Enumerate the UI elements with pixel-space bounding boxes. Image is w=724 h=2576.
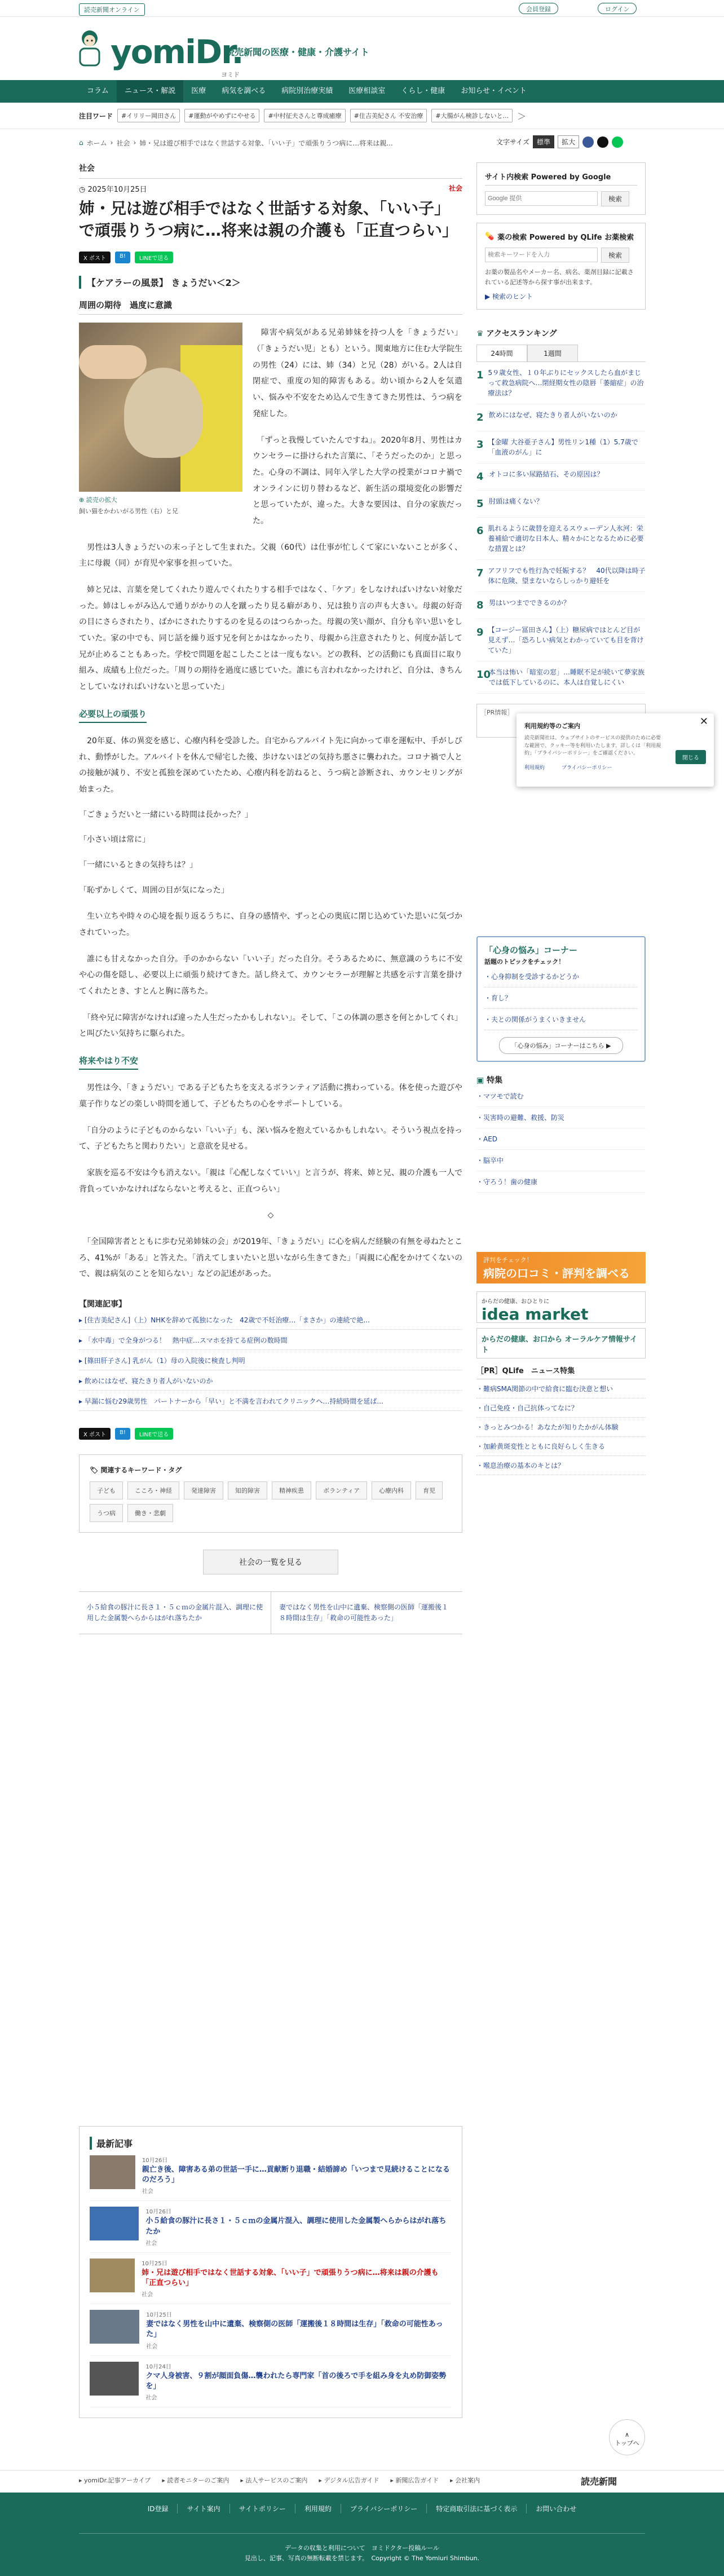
article-thumbnail [90,2259,135,2292]
prev-article-link[interactable]: 小５給食の豚汁に長さ１・５ｃｍの金属片混入、調理に使用した金属製へらからはがれ落ちたか [87,1603,263,1622]
feature-item[interactable]: ・災害時の避難、救援、防災 [476,1107,646,1128]
footer-nav-item[interactable]: サイト案内 [178,2504,229,2513]
ranking-item[interactable] [476,404,646,431]
latest-date: 10月25日 [146,2312,172,2319]
dialogue-line: 「小さい頃は常に」 [79,835,150,845]
zoom-icon: ⊕ [79,496,86,504]
related-link[interactable] [79,1350,462,1370]
latest-date: 10月26日 [145,2209,171,2216]
photo-caption: 飼い猫をかわいがる男性（右）と兄 [79,508,178,515]
back-to-top-label: トップへ [615,2440,639,2447]
tag-chip[interactable]: 発達障害 [184,1481,223,1499]
latest-category: 社会 [145,2394,157,2401]
chevron-right-icon[interactable]: ＞ [517,111,527,122]
feature-title-label: 特集 [487,1076,503,1085]
doctor-mascot-icon [74,29,105,67]
rank-number: 4 [476,471,484,483]
latest-title-text: 妻ではなく男性を山中に遺棄、検察側の医師「運搬後１８時間は生存」「救命の可能性あった」 [146,2320,443,2339]
article-thumbnail [90,2207,139,2240]
section-label: 社会 [79,162,462,179]
ranking-item[interactable] [476,592,646,619]
article-paragraph: 男性は3人きょうだいの末っ子として生まれた。父親（60代）は仕事が忙しくて家にいないことが多く、主に母親（同）が育児や家事を担っていた。 [79,542,462,568]
dialogue-line: 「ごきょうだいと一緒にいる時間は長かった？」 [79,810,253,819]
related-link[interactable] [79,1309,462,1330]
rank-number: 9 [476,627,484,639]
arrow-icon: ▸ [79,1377,85,1385]
oral-care-banner[interactable]: からだの健康、お口から オーラルケア情報サイト [476,1328,646,1358]
hot-tag[interactable]: #大腸がん検診しないと... [431,109,513,122]
mind-body-corner [476,936,646,1062]
footer-nav-item[interactable]: プライバシーポリシー [341,2504,427,2513]
next-article-link[interactable]: 妻ではなく男性を山中に遺棄、検察側の医師「運搬後１８時間は生存」「救命の可能性あった」 [271,1592,462,1634]
banner-line: からだの健康、おひとりに [482,1299,549,1305]
dialogue-line: 「恥ずかしくて、周囲の目が気になった」 [79,885,229,895]
breadcrumb-separator: › [110,139,113,147]
article-paragraph: 「終や兄に障害がなければ違った人生だったかもしれない」。そして、「この体調の悪さを何とかしてくれ」と叫びたい気持ちに駆られた。 [79,1013,462,1039]
qlife-news [476,1365,646,1475]
feature-item[interactable]: ・守ろう！歯の健康 [476,1171,646,1193]
corner-link-button[interactable]: 「心身の悩み」コーナーはこちら ▶ [499,1037,623,1054]
tag-chip[interactable]: 育児 [416,1481,443,1499]
share-x-button[interactable]: X ポスト [79,1428,111,1440]
line-icon[interactable] [612,136,623,148]
back-to-top-button[interactable] [609,2419,645,2455]
latest-category: 社会 [145,2240,157,2247]
latest-articles [79,2126,462,2418]
article-date: 2025年10月25日 [87,186,147,194]
tag-chip[interactable]: こころ・神経 [127,1481,179,1499]
font-size-control [496,135,623,148]
tag-chip[interactable]: 子ども [90,1481,123,1499]
rank-number: 10 [476,669,491,681]
logo-subtitle: ヨミド [221,71,240,78]
related-link-label: [住吉美紀さん]（上）NHKを辞めて孤独になった 42歳で不妊治療…「まさか」の連続で絶... [84,1316,370,1324]
ranking-item-label: オトコに多い尿路結石、その原因は？ [489,470,604,479]
ranking-item[interactable] [476,518,646,560]
hot-tag[interactable]: #住吉美紀さん 不安治療 [350,109,427,122]
footer-link[interactable]: ▸ 法人サービスのご案内 [240,2476,308,2484]
latest-title-text: 親亡き後、障害ある弟の世話一手に…貢献断り退職・結婚諦め「いつまで見続けることになるのだろう」 [142,2165,450,2185]
rank-number: 3 [476,439,484,451]
corner-subtitle: 話題のトピックをチェック！ [484,958,565,965]
logo-text: yomiDr. [111,33,243,71]
close-icon[interactable]: ✕ [699,716,708,727]
home-icon: ⌂ [79,139,83,147]
cookie-close-button[interactable]: 閉じる [676,750,706,764]
pr-box[interactable]: ［PR情報］ [476,704,646,738]
latest-item[interactable] [90,2201,452,2252]
related-link-label: 「水中毒」で全身がつる！ 熱中症…スマホを持てる症例の数時間 [84,1336,288,1344]
access-ranking [476,328,646,694]
latest-category: 社会 [142,2189,153,2195]
arrow-icon: ▸ [79,1316,85,1324]
banner-headline: idea market [482,1305,589,1324]
feature-list [476,1074,646,1193]
nav-item-news[interactable]: ニュース・解説 [117,80,183,103]
footer-link[interactable]: ▸ デジタル広告ガイド [319,2476,379,2484]
idea-market-banner[interactable] [476,1291,646,1323]
latest-date: 10月25日 [142,2260,167,2267]
footer-nav [0,2504,724,2513]
rank-number: 5 [476,498,484,510]
yomiuri-online-link[interactable]: 読売新聞オンライン [79,3,145,16]
footer-note [0,2543,724,2563]
hot-words-label: 注目ワード [79,112,113,120]
footer-nav-item[interactable]: お問い合わせ [536,2505,577,2513]
breadcrumb-separator: › [133,139,136,147]
article-thumbnail [90,2362,139,2396]
related-link[interactable] [79,1330,462,1350]
chevron-up-icon: ∧ [624,2431,630,2438]
font-size-standard-button[interactable]: 標準 [533,135,554,148]
clock-icon-date: ◷ 2025年10月25日 [79,186,147,194]
ranking-item[interactable] [476,464,646,491]
ranking-item[interactable] [476,491,646,518]
tag-chip[interactable]: 知的障害 [228,1481,267,1499]
feature-icon: ▣ [476,1076,487,1085]
related-articles [79,1298,462,1411]
latest-item[interactable] [90,2356,452,2407]
share-x-button[interactable]: X ポスト [79,252,111,263]
ranking-item-label: 肌れるように歳替を迎えるスウェーデン人氷河：栄養補給で適切な日本人、精々かにとなるために必要な措置とは？ [488,524,644,553]
share-hatena-button[interactable]: B! [115,252,130,263]
tag-icon: 🏷 [90,1466,101,1474]
share-line-button[interactable]: LINEで送る [135,1428,173,1440]
footer-nav-item[interactable]: ID登録 [139,2504,178,2513]
footer-nav-item[interactable]: 特定商取引法に基づく表示 [427,2504,527,2513]
ranking-item[interactable] [476,431,646,464]
latest-date: 10月26日 [142,2158,168,2164]
category-badge[interactable]: 社会 [448,184,462,192]
share-buttons-bottom [79,1428,462,1440]
keyword-tags [79,1454,462,1533]
tags-title [90,1465,452,1475]
latest-category: 社会 [142,2292,153,2299]
article-paragraph: 20年夏、体の異変を感じ、心療内科を受診した。自宅からアルバイト先に向かって車を運転中、手がしびれ、動悸がした。アルバイトを休んで帰宅した後、歩けないほどの気持ち悪さに襲われた。コロナ禍で人との接触が減り、不安と孤独を深めていたため、心療内科を訪ねると、うつ病と診断され、カウンセリングが始まった。 [79,736,462,794]
hot-tag[interactable]: #運動がやめずにやせる [184,109,259,122]
qlife-title: ［PR］QLife ニュース特集 [476,1365,646,1379]
terms-link[interactable]: 利用規約 [524,765,545,771]
related-title: 【関連記事】 [79,1300,126,1309]
ranking-item-label: 本当は怖い「暗室の窓」…睡眠不足が続いて夢家族では低下しているのに、本人は自覚しにくい [489,668,645,687]
hospital-review-banner[interactable] [476,1252,646,1283]
tag-chip[interactable]: 精神疾患 [272,1481,311,1499]
dialogue-line: 「一緒にいるときの気持ちは？」 [79,860,197,870]
hot-tag[interactable]: #中村征夫さんと尊成癒療 [264,109,345,122]
latest-title: 最新記事 [90,2137,452,2150]
arrow-icon: ▸ [79,1397,85,1405]
tag-chip[interactable]: ボランティア [316,1481,367,1499]
corner-topic[interactable]: ・夫との関係がうまくいきません [484,1009,638,1030]
drug-search-button[interactable]: 検索 [601,248,629,263]
nav-item-life[interactable]: くらし・健康 [401,87,445,95]
footer-link[interactable]: ▸ 新聞広告ガイド [390,2476,439,2484]
site-logo[interactable] [74,29,244,78]
series-subhead: 【ケアラーの風景】 きょうだい＜2＞ [79,276,462,289]
article-paragraph: 家族を巡る不安は今も消えない。「親は『心配しなくていい』と言うが、将来、姉と兄、親の介護も一人で背負っていかなければならないと考えると、正直つらい」 [79,1168,462,1194]
article-paragraph: 「全国障害者とともに歩む兄弟姉妹の会」が2019年、「きょうだい」に心を病んだ経験の有無を尋ねたところ、41%が「ある」と答えた。「消えてしまいたいと思いながら生きてきた」「両親に心配をかけてくないので、親は病気のことを知らない」などの記述があった。 [79,1237,462,1279]
publisher-logo[interactable]: 読売新聞 [581,2476,617,2487]
nav-item-column[interactable]: コラム [87,87,109,95]
qlife-item[interactable]: ・喉息治療の基本のキとは？ [476,1456,646,1475]
subheading: 将来やはり不安 [79,1055,138,1070]
arrow-icon: ▸ [79,1336,85,1344]
drug-search-title [485,231,637,242]
ranking-item-label: 【金曜 大谷亜子さん】男性リン1種（1）5.7歳で「血液のがん」に [488,438,638,457]
ranking-item-label: 5９歳女性、１０年ぶりにセックスしたら血がまじって救急病院へ…閉経期女性の陰唇「萎縮症」の治療法は？ [488,369,644,398]
related-link[interactable] [79,1370,462,1391]
footer-link[interactable]: ▸ 読者モニターのご案内 [162,2476,229,2484]
feature-title [476,1074,646,1086]
banner-line: 評判をチェック！ [483,1256,533,1264]
rank-number: 2 [476,412,484,424]
tab-1week[interactable]: 1週間 [527,345,578,361]
article-thumbnail [90,2310,139,2344]
hot-tag[interactable]: #イリリー岡田さん [117,109,180,122]
site-search-title: サイト内検索 Powered by Google [485,171,637,186]
ranking-item-label: 肘頭は痛くない？ [489,497,544,506]
rank-number: 8 [476,599,484,612]
latest-item[interactable] [90,2304,452,2356]
article-paragraph: 「自分のように子どものからない「いい子」も、深い悩みを抱えているかもしれない。そういう視点を持って、子どもたちと関わりたい」と意欲を見せる。 [79,1126,462,1152]
site-search-button[interactable]: 検索 [601,191,629,206]
corner-topic[interactable]: ・心身抑制を受診するかどうか [484,966,638,987]
qlife-item[interactable]: ・加齢黄斑変性とともに良好らしく生きる [476,1437,646,1456]
qlife-item[interactable]: ・自己免疫・自己抗体ってなに？ [476,1399,646,1418]
ranking-item-label: アフリフでも性行為で妊娠する？ 40代以降は時子体に危険、望まないならしっかり避妊を [488,567,646,585]
sidebar [476,162,646,738]
site-search-input[interactable] [485,191,598,206]
privacy-link[interactable]: プライバシーポリシー [562,765,612,771]
breadcrumb-home[interactable]: ホーム [86,139,107,147]
rank-number: 1 [476,369,484,382]
rank-number: 7 [476,567,484,580]
related-link-label: 飲めにはなぜ、寝たきり者人がいないのか [84,1377,213,1385]
ranking-title-label: アクセスランキング [486,329,557,339]
share-hatena-button[interactable]: B! [115,1428,130,1440]
ranking-item[interactable] [476,661,646,694]
search-hint-link[interactable]: ▶ 検索のヒント [485,293,533,301]
site-tagline: 読売新聞の医療・健康・介護サイト [226,47,369,58]
breadcrumb [79,134,393,151]
divider [79,2533,645,2534]
register-button[interactable]: 会員登録 [519,3,558,14]
article-paragraph: 障害や病気がある兄弟姉妹を持つ人を「きょうだい」（「きょうだい児」とも）という。関東地方に住む大学院生の男性（24）には、姉（34）と兄（28）がいる。2人は自閉症で、重度の知的障害もある。幼い頃から2人を気遣い、悩みや不安をため込んで生きてきた男性は、うつ病を発症した。 [253,328,462,418]
latest-item[interactable] [90,2253,452,2304]
tag-chip[interactable]: うつ病 [90,1504,123,1522]
related-link-label: 早漏に悩む29歳男性 パートナーから「早い」と不満を言われてクリニックへ…持続時間を延ば... [84,1397,383,1405]
article-paragraph: 姉と兄は、言葉を発してくれたり遊んでくれたりする相手ではなく、「ケア」をしなければいけない対象だった。姉はしゃがみ込んで通りがかりの人を蹴ったり見る癖があり、兄は独り言の声も大きい。母親の好奇の目にさらされたり、ばかにされたりするのを見るのはつらかった。母親の笑い顔が、自分も辛い思いをしていた。家の中でも、同じ話を繰り返す兄を何とかはなかったり、母親から注意されたりと、何度か話して兄が止めることもあった。学校で問題を起こしたことは一度もない。どの教科、どの活動にも真面目に取り組み、成績も上位だった。「周りの期待を過度に感じていた。誰にも言われなかったけれど、自分は、きちんとしていなければいけないと思っていた」 [79,585,462,692]
latest-date: 10月24日 [145,2363,171,2370]
feature-item[interactable]: ・脳卒中 [476,1150,646,1171]
drug-search-box [476,223,646,310]
drug-search-title-label: 薬の検索 Powered by QLife お薬検索 [497,233,634,242]
latest-item[interactable] [90,2150,452,2201]
photo-credit[interactable] [79,495,242,504]
qlife-item[interactable]: ・難病SMA関節の中で給食に臨む決意と想い [476,1379,646,1399]
feature-item[interactable]: ・AED [476,1128,646,1150]
latest-title-text: クマ人身被害、９割が顔面負傷…襲われたら専門家「首の後ろで手を組み身を丸め防御姿勢を」 [145,2371,447,2390]
cookie-title: 利用規約等のご案内 [524,722,580,730]
breadcrumb-section[interactable]: 社会 [116,139,130,147]
share-buttons [79,252,462,263]
article-paragraph: 生い立ちや時々の心境を振り返るうちに、自身の感情や、ずっと心の奥底に閉じ込めていた思いに気づかされていった。 [79,912,462,937]
copyright: 見出し、記事、写真の無断転載を禁じます。 Copyright © The Yomiuri Shimbun. [244,2554,480,2562]
breadcrumb-current: 姉・兄は遊び相手ではなく世話する対象、「いい子」で頑張りうつ病に…将来は親... [139,139,393,147]
login-button[interactable]: ログイン [598,3,637,14]
corner-title: 「心身の悩み」コーナー [484,945,578,955]
site-search-box [476,162,646,215]
main-nav [0,80,724,103]
section-list-button[interactable]: 社会の一覧を見る [203,1550,338,1574]
section-separator: ◇ [267,1211,274,1220]
footer-link[interactable]: ▸ yomiDr.記事アーカイブ [79,2476,151,2484]
share-line-button[interactable]: LINEで送る [135,252,173,263]
nav-item-consult[interactable]: 医療相談室 [348,87,386,95]
cookie-text: 読売新聞社は、ウェブサイトのサービスの提供のために必要な範囲で、クッキー等を利用いたします。詳しくは「利用規約」「プライバシーポリシー」をご確認ください。 [524,735,661,756]
tab-24h[interactable]: 24時間 [476,345,527,361]
footer-link[interactable]: ▸ 会社案内 [450,2476,480,2484]
prev-next-nav [79,1591,462,1634]
subheading: 必要以上の頑張り [79,708,147,723]
latest-title-text: 姉・兄は遊び相手ではなく世話する対象、「いい子」で頑張りうつ病に…将来は親の介護も「正直つらい」 [142,2268,439,2287]
nav-item-medical[interactable]: 医療 [191,87,206,95]
banner-headline: 病院の口コミ・評判を調べる [483,1267,630,1280]
tag-chip[interactable]: 働き・悲劇 [127,1504,173,1522]
ranking-title [476,328,646,339]
nav-item-hospital[interactable]: 病院別治療実績 [281,87,333,95]
article-title: 姉・兄は遊び相手ではなく世話する対象、「いい子」で頑張りうつ病に…将来は親の介護も「正直つらい」 [79,199,458,240]
article-thumbnail [90,2155,135,2189]
article-meta [79,183,462,194]
nav-item-disease[interactable]: 病気を調べる [222,87,266,95]
tags-title-label: 関連するキーワード・タグ [100,1466,182,1474]
rank-number: 6 [476,525,484,537]
hot-words [79,108,526,123]
article-photo[interactable] [79,323,242,492]
related-link[interactable] [79,1391,462,1411]
article-figure [79,323,242,515]
related-link-label: [篠田肝子さん] 乳がん（1）母の入院後に検査し判明 [84,1357,245,1365]
pill-icon: 💊 [485,232,495,241]
tag-chip[interactable]: 心療内科 [372,1481,411,1499]
latest-category: 社会 [146,2343,158,2350]
cookie-dialog [516,713,714,787]
footer-note-line[interactable]: データの収集と利用について ヨミドクター投稿ルール [284,2544,440,2552]
footer-nav-item[interactable]: 利用規約 [295,2504,341,2513]
facebook-icon[interactable] [582,136,594,148]
footer-nav-item[interactable]: サイトポリシー [230,2504,295,2513]
x-icon[interactable] [597,136,608,148]
article-paragraph: 誰にも甘えなかった自分。手のかからない「いい子」だった自分。そうあるために、無意識のうちに不安や心の傷を隠し、必要以上に頑張り続けてきた。話し終えて、カウンセラーが理解と共感を示す言葉を掛けてくれたとき、すとんと胸に落ちた。 [79,954,462,996]
latest-title-text: 小５給食の豚汁に長さ１・５ｃｍの金属片混入、調理に使用した金属製へらからはがれ落ちたか [145,2217,447,2236]
drug-search-input[interactable] [485,248,598,262]
font-size-label: 文字サイズ [496,138,530,146]
section-heading: 周囲の期待 過度に意識 [79,299,462,315]
feature-item[interactable]: ・マツモで読む [476,1086,646,1107]
font-size-large-button[interactable]: 拡大 [558,135,579,148]
ranking-item[interactable] [476,619,646,661]
drug-search-description: お薬の製品名やメーカー名、病名、薬剤目録に記載されている記述等から探す事が出来ます。 [485,268,634,286]
qlife-item[interactable]: ・きっとみつかる！あなたが知りたかがん体験 [476,1418,646,1437]
nav-item-events[interactable]: お知らせ・イベント [461,87,527,95]
ranking-item[interactable] [476,560,646,592]
article-main [79,162,462,1634]
ranking-item-label: 【コージー冨田さん】（上）糖尿病ではとんど目が見えず…「恐ろしい病気とわかっていても目を背けていた」 [488,626,644,655]
article-paragraph: 「ずっと我慢していたんですね」。2020年8月、男性はカウンセラーに掛けられた言葉に、「そうだったのか」と思った。心身の不調は、同年入学した大学の授業がコロナ禍でオンラインに切り替わるなど、新生活の環境変化の影響だと思っていたが、違った。大きな要因は、自分の家族だった。 [253,435,462,526]
photo-credit-label: 読売の拡大 [86,496,117,504]
crown-icon: ♛ [476,329,487,339]
footer [0,2493,724,2576]
ranking-item-label: 飲めにはなぜ、寝たきり者人がいないのか [489,411,617,420]
arrow-icon: ▸ [79,1357,85,1365]
corner-topic[interactable]: ・育し？ [484,987,638,1009]
ranking-item-label: 男はいつまでできるのか？ [489,599,571,607]
ranking-item[interactable] [476,362,646,404]
article-paragraph: 男性は今、「きょうだい」である子どもたちを支えるボランティア活動に携わっている。体を使った遊びや菓子作りなどの楽しい時間を通して、子どもたちの心をサポートしている。 [79,1083,462,1109]
